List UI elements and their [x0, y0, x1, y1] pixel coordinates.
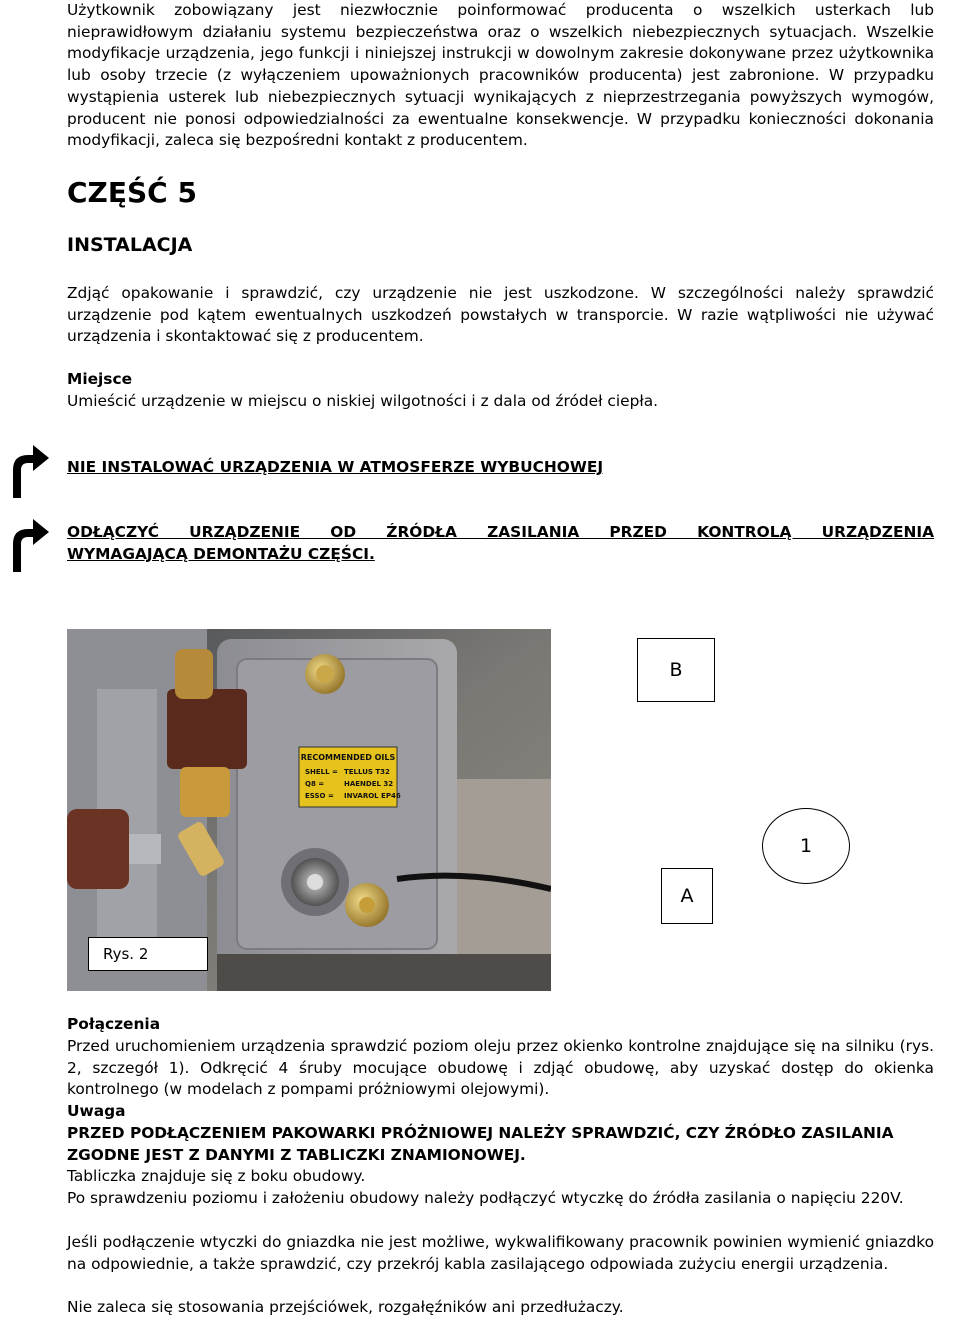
- section-subtitle: INSTALACJA: [67, 234, 193, 256]
- socket-paragraph: Jeśli podłączenie wtyczki do gniazdka nie jest możliwe, wykwalifikowany pracownik powinien wymienić gniazdko na odpowiednie, a także sprawdzić, czy przekrój kabla zasilającego odpowiada zużyciu energii urządzenia.: [67, 1233, 934, 1273]
- place-heading: Miejsce: [67, 370, 133, 388]
- place-text: Umieścić urządzenie w miejscu o niskiej wilgotności i z dala od źródeł ciepła.: [67, 392, 659, 410]
- plate-location-text: Tabliczka znajduje się z boku obudowy.: [67, 1167, 366, 1185]
- intro-paragraph: Użytkownik zobowiązany jest niezwłocznie poinformować producenta o wszelkich usterkach lub nieprawidłowym działaniu systemu bezpieczeństwa oraz o wszelkich niebezpiecznych sytuacjach. Wszelkie modyfikacje urządzenia, jego funkcji i niniejszej instrukcji w dowolnym zakresie dokonywane przez użytkownika lub osoby trzecie (z wyłączeniem upoważnionych pracowników producenta) jest zabronione. W przypadku wystąpienia usterek lub niebezpiecznych sytuacji wynikających z nieprzestrzegania powyższych wymogów, producent nie ponosi odpowiedzialności za ewentualne konsekwencje. W przypadku konieczności dokonania modyfikacji, zaleca się bezpośredni kontakt z producentem.: [67, 1, 934, 150]
- figure-caption: Rys. 2: [88, 937, 208, 971]
- note-warning-text: PRZED PODŁĄCZENIEM PAKOWARKI PRÓŻNIOWEJ NALEŻY SPRAWDZIĆ, CZY ŹRÓDŁO ZASILANIA ZGODNE JEST Z DANYMI Z TABLICZKI ZNAMIONOWEJ.: [67, 1124, 894, 1164]
- warning-disconnect-line2: WYMAGAJĄCĄ DEMONTAŻU CZĘŚCI.: [67, 545, 375, 563]
- section-title: CZĘŚĆ 5: [67, 176, 197, 209]
- sticker-row2-brand: Q8 =: [305, 780, 325, 788]
- figure-label-b: B: [637, 638, 715, 702]
- connections-paragraph: Przed uruchomieniem urządzenia sprawdzić poziom oleju przez okienko kontrolne znajdujące się na silniku (rys. 2, szczegół 1). Odkręcić 4 śruby mocujące obudowę i zdjąć obudowę, aby uzyskać dostęp do okienka kontrolnego (w modelach z pompami próżniowymi olejowymi).: [67, 1037, 934, 1099]
- after-check-text: Po sprawdzeniu poziomu i założeniu obudowy należy podłączyć wtyczkę do źródła zasilania o napięciu 220V.: [67, 1189, 904, 1207]
- sticker-row1-oil: TELLUS T32: [344, 768, 390, 776]
- warning-explosive-atmosphere: NIE INSTALOWAĆ URZĄDZENIA W ATMOSFERZE WYBUCHOWEJ: [67, 458, 604, 476]
- sticker-row3-brand: ESSO =: [305, 792, 334, 800]
- figure-label-a: A: [661, 868, 713, 924]
- connections-heading: Połączenia: [67, 1015, 161, 1033]
- adapters-text: Nie zaleca się stosowania przejściówek, rozgałęźników ani przedłużaczy.: [67, 1298, 624, 1316]
- unpack-paragraph: Zdjąć opakowanie i sprawdzić, czy urządzenie nie jest uszkodzone. W szczególności należy sprawdzić urządzenie pod kątem ewentualnych uszkodzeń powstałych w transporcie. W razie wątpliwości nie używać urządzenia i skontaktować się z producentem.: [67, 284, 934, 346]
- sticker-row1-brand: SHELL =: [305, 768, 338, 776]
- sticker-row2-oil: HAENDEL 32: [344, 780, 394, 788]
- turn-right-arrow-icon: [9, 516, 51, 572]
- turn-right-arrow-icon: [9, 442, 51, 498]
- warning-disconnect-line1: ODŁĄCZYĆ URZĄDZENIE OD ŹRÓDŁA ZASILANIA PRZED KONTROLĄ URZĄDZENIA: [67, 523, 934, 541]
- warning-disconnect-power: [67, 521, 934, 565]
- sticker-row3-oil: INVAROL EP46: [344, 792, 401, 800]
- sticker-title: RECOMMENDED OILS: [300, 753, 396, 762]
- figure-label-1: 1: [762, 808, 850, 884]
- note-heading: Uwaga: [67, 1102, 126, 1120]
